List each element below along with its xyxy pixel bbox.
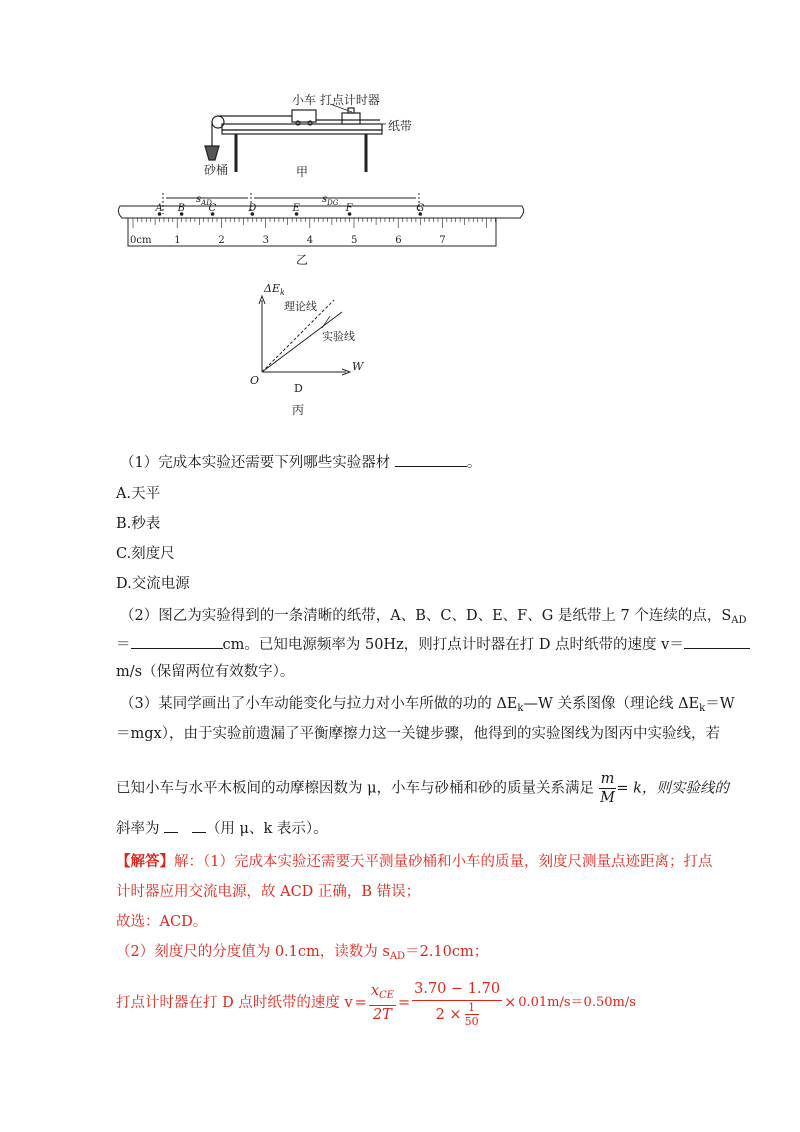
q3-blank-a — [164, 818, 178, 833]
ruler-label: 4 — [306, 235, 314, 246]
cart — [292, 110, 316, 122]
ruler-label: 3 — [262, 235, 269, 246]
velocity-fraction-numeric: 3.70 − 1.70 2 × $\frac{1}{50}$ — [412, 978, 502, 1028]
answer-line5: 打点计时器在打 D 点时纸带的速度 v = $\frac{x_{CE}}{2T}$ = 3.70 − 1.70 2 × $\frac{1}{50}$ × 0.01m/s＝0.50m/s — [116, 978, 636, 1028]
ruler-label: 1 — [174, 235, 181, 246]
ruler-label: 2 — [218, 235, 225, 246]
tape-point-label: G — [416, 203, 425, 214]
tape-point-label: D — [248, 203, 257, 214]
caption-jia: 甲 — [296, 165, 309, 179]
q2-blank-v — [684, 634, 750, 649]
tape-point-label: C — [208, 203, 217, 214]
q2-line3: m/s（保留两位有效数字）。 — [116, 664, 295, 680]
q1-option-c: C.刻度尺 — [116, 546, 175, 562]
q3-blank-b — [192, 818, 206, 833]
q1-option-d: D.交流电源 — [116, 576, 190, 592]
ruler-label: 5 — [351, 235, 358, 246]
figure-jia-apparatus — [205, 104, 386, 172]
exp-line-label: 实验线 — [322, 330, 355, 343]
q1-option-a: A.天平 — [116, 486, 161, 502]
cart-wheel — [296, 121, 300, 125]
q3-line3: 已知小车与水平木板间的动摩檫因数为 μ，小车与砂桶和砂的质量关系满足 $\frac{m}{M}$ = k，则实验线的 — [116, 771, 729, 806]
y-axis-label: $\Delta E_k$ — [264, 282, 285, 297]
caption-bing: 丙 — [292, 403, 305, 417]
q3-line4: 斜率为 （用 μ、k 表示）。 — [116, 818, 328, 839]
velocity-fraction-symbolic: $\frac{x_{CE}}{2T}$ — [370, 983, 394, 1023]
x-axis-label: W — [352, 360, 364, 373]
label-bucket: 砂桶 — [204, 163, 229, 177]
q2-line2: ＝ cm。已知电源频率为 50Hz，则打点计时器在打 D 点时纸带的速度 v＝ — [116, 634, 750, 655]
sand-bucket — [205, 146, 219, 160]
caption-yi: 乙 — [296, 253, 309, 267]
tape-point-label: E — [292, 203, 300, 214]
tape-point-label: F — [345, 203, 353, 214]
table-top — [222, 130, 382, 134]
answer-line1: 【解答】解：（1）完成本实验还需要天平测量砂桶和小车的质量，刻度尺测量点迹距离；打点 — [116, 853, 713, 870]
q1-blank — [395, 452, 467, 467]
ruler-label: 7 — [439, 235, 446, 246]
q2-blank-sad — [131, 634, 223, 649]
board — [222, 124, 382, 130]
experiment-figures — [0, 0, 800, 430]
s-dg-label: $s_{DG}$ — [322, 194, 339, 207]
q2-line1: （2）图乙为实验得到的一条清晰的纸带，A、B、C、D、E、F、G 是纸带上 7 个连续的点，$S_{AD}$ — [120, 608, 747, 626]
q3-line1: （3）某同学画出了小车动能变化与拉力对小车所做的功的 $\Delta E_k—W$ 关系图像（理论线 $\Delta E_k=W$ — [120, 696, 735, 714]
theory-line-label: 理论线 — [284, 300, 317, 313]
q3-line2: ＝mgx），由于实验前遗漏了平衡摩擦力这一关键步骤，他得到的实验图线为图丙中实验线，若 — [116, 726, 720, 742]
ruler-label: 6 — [395, 235, 402, 246]
answer-line4: （2）刻度尺的分度值为 0.1cm，读数为 $s_{AD}=2.10cm$； — [116, 944, 489, 962]
pulley — [212, 116, 224, 128]
ruler-label: 0cm — [130, 235, 152, 246]
origin-label: O — [250, 374, 260, 387]
mass-ratio-fraction: $\frac{m}{M}$ — [600, 771, 615, 806]
q1-stem: （1）完成本实验还需要下列哪些实验器材 。 — [120, 452, 481, 473]
label-tape: 纸带 — [388, 119, 413, 133]
point-d-label: D — [294, 382, 303, 395]
label-cart-timer: 小车 打点计时器 — [292, 93, 380, 107]
answer-line2: 计时器应用交流电源，故 ACD 正确，B 错误； — [116, 884, 421, 900]
cart-wheel — [308, 121, 312, 125]
timer — [342, 113, 360, 124]
answer-line3: 故选：ACD。 — [116, 914, 208, 930]
q1-option-b: B.秒表 — [116, 516, 161, 532]
tape-point-label: A — [155, 203, 163, 214]
s-ad-label: $s_{AD}$ — [196, 194, 212, 207]
tape-point-label: B — [177, 203, 185, 214]
